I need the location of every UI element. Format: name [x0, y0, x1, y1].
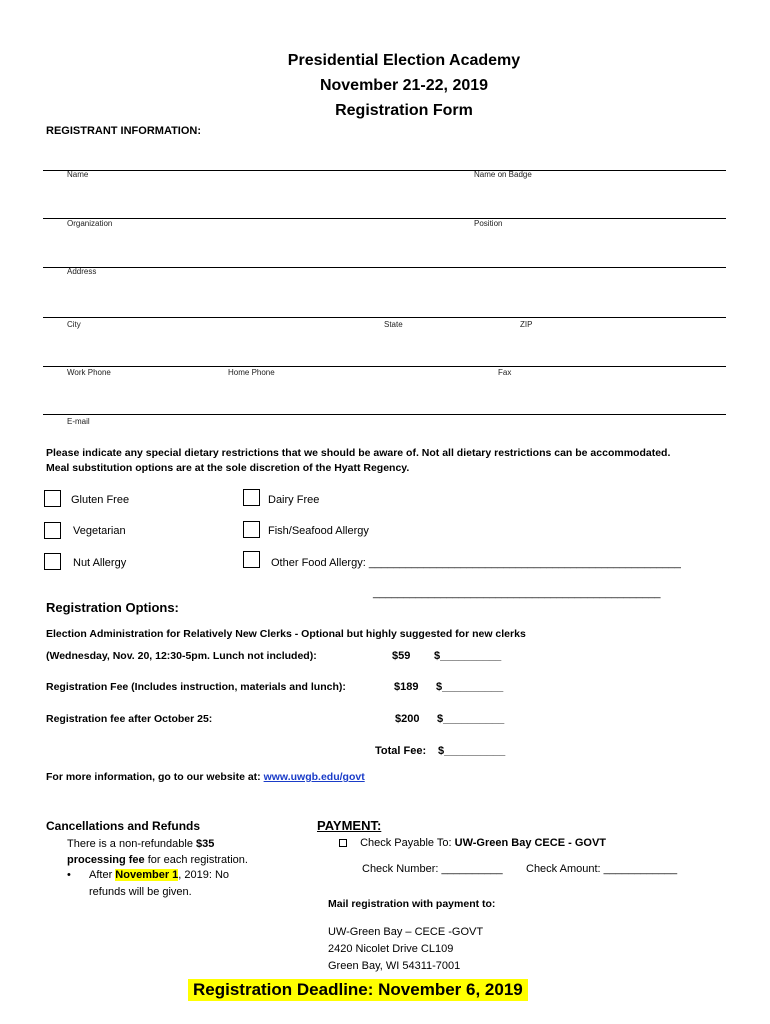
check-amount-field[interactable]: Check Amount: ____________: [526, 863, 678, 875]
check-payable-row: [339, 837, 606, 849]
address-field-label: Address: [67, 267, 97, 276]
mail-heading: Mail registration with payment to:: [328, 898, 496, 910]
registration-fee-price: $189: [394, 681, 419, 693]
vegetarian-label: Vegetarian: [73, 525, 126, 537]
website-link[interactable]: www.uwgb.edu/govt: [263, 771, 365, 783]
late-fee-label: Registration fee after October 25:: [46, 713, 213, 725]
form-title-line3: Registration Form: [335, 102, 473, 119]
fish-seafood-allergy-label: Fish/Seafood Allergy: [268, 525, 369, 537]
check-payable-label: Check Payable To:: [360, 837, 455, 849]
form-title-line1: Presidential Election Academy: [287, 52, 521, 69]
name-field-label: Name: [67, 170, 89, 179]
registrant-heading: REGISTRANT INFORMATION:: [46, 125, 202, 137]
refund-deadline-highlight: November 1: [115, 869, 179, 881]
bullet-text-b: , 2019: No: [178, 869, 230, 881]
dietary-instructions-line1: Please indicate any special dietary restrictions that we should be aware of. Not all dietary restrictions can be accommodated.: [46, 447, 671, 459]
new-clerks-description-line1: Election Administration for Relatively New Clerks - Optional but highly suggested for new clerks: [46, 628, 526, 640]
organization-line: [43, 218, 726, 219]
cancellations-processing-fee: processing fee: [67, 854, 145, 866]
dairy-free-checkbox[interactable]: [243, 489, 260, 506]
city-line: [43, 317, 726, 318]
new-clerks-price: $59: [392, 650, 411, 662]
state-field-label: State: [384, 320, 403, 329]
total-fee-label: Total Fee:: [375, 745, 427, 757]
home-phone-field-label: Home Phone: [228, 368, 275, 377]
other-food-allergy-continued-field[interactable]: _______________________________________________: [373, 587, 661, 599]
more-info-label: For more information, go to our website at:: [46, 771, 264, 783]
nut-allergy-label: Nut Allergy: [73, 557, 127, 569]
mail-address-line3: Green Bay, WI 54311-7001: [328, 960, 461, 972]
mail-address-line1: UW-Green Bay – CECE -GOVT: [328, 926, 484, 938]
registration-options-heading: Registration Options:: [46, 600, 179, 615]
email-field-label: E-mail: [67, 417, 90, 426]
organization-field-label: Organization: [67, 219, 113, 228]
gluten-free-checkbox[interactable]: [44, 490, 61, 507]
registration-fee-amount-field[interactable]: $__________: [436, 681, 504, 693]
address-line: [43, 267, 726, 268]
fax-field-label: Fax: [498, 368, 512, 377]
new-clerks-amount-field[interactable]: $__________: [434, 650, 502, 662]
email-line: [43, 414, 726, 415]
other-food-allergy-checkbox[interactable]: [243, 551, 260, 568]
cancellations-heading: Cancellations and Refunds: [46, 819, 201, 833]
zip-field-label: ZIP: [520, 320, 533, 329]
late-fee-price: $200: [395, 713, 420, 725]
name-on-badge-field-label: Name on Badge: [474, 170, 532, 179]
fish-seafood-allergy-checkbox[interactable]: [243, 521, 260, 538]
bullet-text-a: After: [89, 869, 116, 881]
registration-deadline: Registration Deadline: November 6, 2019: [188, 979, 528, 1001]
cancellations-text-a: There is a non-refundable: [67, 838, 197, 850]
dietary-instructions-line2: Meal substitution options are at the sole discretion of the Hyatt Regency.: [46, 462, 410, 474]
gluten-free-label: Gluten Free: [71, 494, 130, 506]
city-field-label: City: [67, 320, 81, 329]
total-fee-amount-field[interactable]: $__________: [438, 745, 506, 757]
bullet-text-c: refunds will be given.: [89, 886, 192, 898]
nut-allergy-checkbox[interactable]: [44, 553, 61, 570]
name-line: [43, 170, 726, 171]
phone-line: [43, 366, 726, 367]
payment-heading: PAYMENT:: [317, 818, 382, 833]
vegetarian-checkbox[interactable]: [44, 522, 61, 539]
new-clerks-description-line2: (Wednesday, Nov. 20, 12:30-5pm. Lunch not included):: [46, 650, 317, 662]
check-payable-value: UW-Green Bay CECE - GOVT: [454, 837, 606, 849]
bullet-icon: •: [67, 869, 71, 881]
check-number-field[interactable]: Check Number: __________: [362, 863, 503, 875]
cancellations-fee-amount: $35: [196, 838, 215, 850]
form-title-line2: November 21-22, 2019: [319, 77, 489, 94]
cancellations-text: [67, 836, 267, 868]
work-phone-field-label: Work Phone: [67, 368, 111, 377]
registration-fee-label: Registration Fee (Includes instruction, materials and lunch):: [46, 681, 346, 693]
mail-address-line2: 2420 Nicolet Drive CL109: [328, 943, 454, 955]
late-fee-amount-field[interactable]: $__________: [437, 713, 505, 725]
cancellations-bullet: [67, 867, 229, 901]
position-field-label: Position: [474, 219, 503, 228]
check-payable-checkbox[interactable]: [339, 839, 347, 847]
dairy-free-label: Dairy Free: [268, 494, 320, 506]
more-info-text: [46, 771, 365, 783]
cancellations-text-d: for each registration.: [144, 854, 248, 866]
other-food-allergy-field[interactable]: Other Food Allergy: ___________________________________________________: [271, 557, 681, 569]
